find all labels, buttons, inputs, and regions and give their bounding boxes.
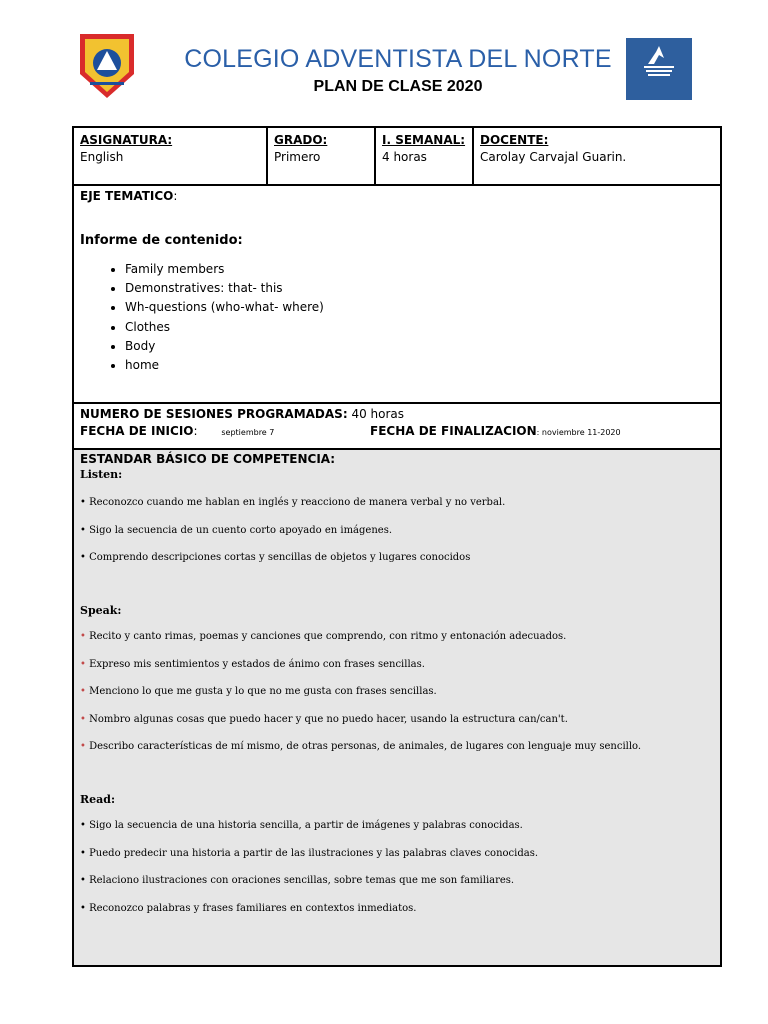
read-item: • Sigo la secuencia de una historia sencilla, a partir de imágenes y palabras conocidas. [80, 820, 523, 831]
fin-value: : noviembre 11-2020 [536, 428, 621, 437]
list-item: • home [125, 356, 714, 375]
school-name: COLEGIO ADVENTISTA DEL NORTE [184, 45, 612, 73]
docente-cell [474, 128, 720, 184]
eje-tematico-section [74, 186, 720, 404]
asignatura-label: ASIGNATURA: [80, 133, 173, 147]
page-header [0, 0, 768, 110]
speak-item [80, 685, 714, 699]
sessions-value: 40 horas [351, 407, 405, 421]
standard-title: ESTANDAR BÁSICO DE COMPETENCIA: [80, 452, 336, 466]
speak-item-text: Nombro algunas cosas que puedo hacer y que no puedo hacer, usando la estructura can/can't. [89, 713, 568, 725]
list-item: • Family members [125, 260, 714, 279]
listen-item: • Sigo la secuencia de un cuento corto apoyado en imágenes. [80, 524, 393, 536]
read-item: • Puedo predecir una historia a partir de las ilustraciones y las palabras claves conocidas. [80, 847, 539, 859]
bullet-icon: • [80, 631, 86, 642]
grado-value: Primero [274, 150, 321, 164]
asignatura-value: English [80, 150, 124, 164]
sessions-label: NUMERO DE SESIONES PROGRAMADAS: [80, 407, 348, 421]
sessions-section [74, 404, 720, 450]
semanal-value: 4 horas [382, 150, 427, 164]
inicio-colon: : [193, 424, 198, 438]
list-item: • Wh-questions (who-what- where) [125, 298, 714, 317]
informe-title: Informe de contenido: [80, 233, 243, 248]
listen-title: Listen: [80, 468, 123, 481]
read-item: • Relaciono ilustraciones con oraciones sencillas, sobre temas que me son familiares. [80, 875, 515, 886]
bullet-icon: • [80, 713, 86, 725]
semanal-cell [376, 128, 474, 184]
bullet-icon: • [80, 741, 86, 752]
bullet-icon: • [80, 658, 86, 670]
inicio-value: septiembre 7 [221, 428, 275, 437]
grado-label: GRADO: [274, 133, 328, 147]
list-item: • Body [125, 337, 714, 356]
topic-list [80, 260, 714, 375]
speak-item-text: Describo características de mí mismo, de otras personas, de animales, de lugares con lenguaje muy sencillo. [89, 741, 642, 752]
eje-tematico-title: EJE TEMATICO [80, 189, 174, 203]
speak-item [80, 740, 714, 754]
bullet-icon: • [80, 686, 86, 697]
speak-item [80, 658, 714, 672]
inicio-label: FECHA DE INICIO [80, 424, 194, 438]
plan-title: PLAN DE CLASE 2020 [313, 78, 483, 95]
speak-title: Speak: [80, 604, 122, 617]
listen-item: • Reconozco cuando me hablan en inglés y reacciono de manera verbal y no verbal. [80, 497, 506, 508]
docente-value: Carolay Carvajal Guarin. [480, 150, 627, 164]
semanal-label: I. SEMANAL: [382, 133, 466, 147]
speak-item [80, 713, 714, 727]
asignatura-cell [74, 128, 268, 184]
adventist-flame-icon [626, 38, 692, 100]
info-row [74, 128, 720, 186]
standard-section [74, 450, 720, 965]
grado-cell [268, 128, 376, 184]
speak-item-text: Menciono lo que me gusta y lo que no me gusta con frases sencillas. [89, 686, 437, 697]
finalizacion [370, 423, 621, 441]
educacion-adventista-logo [626, 38, 692, 100]
read-title: Read: [80, 793, 116, 806]
speak-item-text: Expreso mis sentimientos y estados de ánimo con frases sencillas. [89, 658, 425, 670]
read-item: • Reconozco palabras y frases familiares en contextos inmediatos. [80, 902, 417, 914]
lesson-plan-table [72, 126, 722, 967]
list-item: • Demonstratives: that- this [125, 279, 714, 298]
listen-item: • Comprendo descripciones cortas y sencillas de objetos y lugares conocidos [80, 552, 471, 563]
speak-item [80, 630, 714, 644]
speak-item-text: Recito y canto rimas, poemas y canciones que comprendo, con ritmo y entonación adecuados. [89, 631, 567, 642]
docente-label: DOCENTE: [480, 133, 549, 147]
list-item: • Clothes [125, 318, 714, 337]
fin-label: FECHA DE FINALIZACION [370, 424, 537, 438]
eje-tematico-colon: : [173, 189, 178, 203]
